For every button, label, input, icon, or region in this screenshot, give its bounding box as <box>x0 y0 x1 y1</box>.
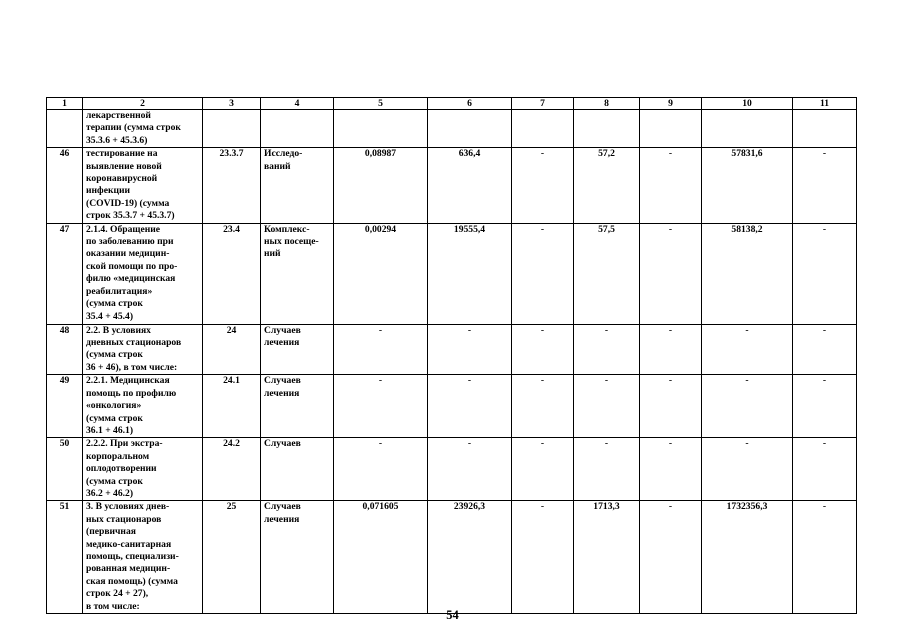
value-cell-8: 1713,3 <box>574 501 640 614</box>
row-unit-cell <box>261 438 334 501</box>
value-cell-7: - <box>512 324 574 375</box>
value-cell-11: - <box>793 375 857 438</box>
value-cell-5: 0,071605 <box>334 501 428 614</box>
row-name-cell <box>83 375 203 438</box>
table-row <box>47 223 857 324</box>
column-header: 1 <box>47 98 83 110</box>
value-cell-11: - <box>793 148 857 223</box>
table-row <box>47 148 857 223</box>
table-row <box>47 501 857 614</box>
value-cell-9: - <box>640 223 702 324</box>
value-cell-6: 636,4 <box>428 148 512 223</box>
data-table-container <box>46 97 857 614</box>
row-number-cell: 48 <box>47 324 83 375</box>
row-number-cell <box>47 110 83 148</box>
value-cell-10: 58138,2 <box>702 223 793 324</box>
value-cell-8: - <box>574 375 640 438</box>
data-table <box>46 97 857 614</box>
row-code-cell: 24.1 <box>203 375 261 438</box>
value-cell-9: - <box>640 324 702 375</box>
row-unit-cell <box>261 148 334 223</box>
value-cell-8: 57,5 <box>574 223 640 324</box>
row-unit-text: Случаев лечения <box>264 375 301 399</box>
row-name-cell <box>83 148 203 223</box>
column-header: 6 <box>428 98 512 110</box>
row-code-cell: 24.2 <box>203 438 261 501</box>
value-cell-9: - <box>640 148 702 223</box>
row-number-cell: 47 <box>47 223 83 324</box>
table-row <box>47 324 857 375</box>
table-header-row <box>47 98 857 110</box>
row-code-cell <box>203 110 261 148</box>
table-row <box>47 375 857 438</box>
column-header: 10 <box>702 98 793 110</box>
column-header: 5 <box>334 98 428 110</box>
value-cell-9: - <box>640 438 702 501</box>
value-cell-11: - <box>793 223 857 324</box>
value-cell-9: - <box>640 501 702 614</box>
value-cell-9: - <box>640 375 702 438</box>
value-cell-11: - <box>793 501 857 614</box>
value-cell-5 <box>334 110 428 148</box>
value-cell-6: - <box>428 324 512 375</box>
row-unit-text: Случаев <box>264 438 301 450</box>
value-cell-8: - <box>574 438 640 501</box>
value-cell-5: 0,00294 <box>334 223 428 324</box>
row-unit-text: Случаев лечения <box>264 324 301 349</box>
value-cell-10: - <box>702 375 793 438</box>
table-row <box>47 110 857 148</box>
value-cell-11: - <box>793 438 857 501</box>
value-cell-10: - <box>702 438 793 501</box>
row-unit-cell <box>261 375 334 438</box>
value-cell-7 <box>512 110 574 148</box>
row-unit-cell <box>261 324 334 375</box>
column-header: 3 <box>203 98 261 110</box>
column-header: 8 <box>574 98 640 110</box>
value-cell-5: 0,08987 <box>334 148 428 223</box>
value-cell-10: 57831,6 <box>702 148 793 223</box>
column-header: 2 <box>83 98 203 110</box>
value-cell-10: - <box>702 324 793 375</box>
row-number-cell: 49 <box>47 375 83 438</box>
row-name-cell <box>83 324 203 375</box>
value-cell-5: - <box>334 438 428 501</box>
row-name-text: 2.2.2. При экстра- корпоральном оплодотворении (сумма строк 36.2 + 46.2) <box>86 438 163 499</box>
value-cell-11 <box>793 110 857 148</box>
row-name-text: тестирование на выявление новой коронавирусной инфекции (COVID-19) (сумма строк 35.3.7 + 45.3.7) <box>86 148 175 222</box>
row-number-cell: 46 <box>47 148 83 223</box>
row-unit-text: Случаев лечения <box>264 501 301 525</box>
row-number-cell: 50 <box>47 438 83 501</box>
value-cell-6: - <box>428 438 512 501</box>
column-header: 11 <box>793 98 857 110</box>
row-code-cell: 23.3.7 <box>203 148 261 223</box>
row-name-text: 2.1.4. Обращение по заболеванию при оказании медицин- ской помощи по про- филю «медицинская реабилитация» (сумма строк 35.4 + 45.4) <box>86 223 178 322</box>
column-header: 9 <box>640 98 702 110</box>
value-cell-9 <box>640 110 702 148</box>
value-cell-10 <box>702 110 793 148</box>
value-cell-8 <box>574 110 640 148</box>
value-cell-6: 19555,4 <box>428 223 512 324</box>
value-cell-7: - <box>512 148 574 223</box>
value-cell-5: - <box>334 324 428 375</box>
value-cell-10: 1732356,3 <box>702 501 793 614</box>
value-cell-7: - <box>512 375 574 438</box>
row-unit-text: Исследо- ваний <box>264 148 303 172</box>
row-unit-cell <box>261 501 334 614</box>
value-cell-6: 23926,3 <box>428 501 512 614</box>
table-row <box>47 438 857 501</box>
row-code-cell: 25 <box>203 501 261 614</box>
row-name-cell <box>83 501 203 614</box>
value-cell-8: 57,2 <box>574 148 640 223</box>
row-name-text: 3. В условиях днев- ных стационаров (первичная медико-санитарная помощь, специализи- рованная медицин- ская помощь) (сумма строк 24 + 27), в том числе: <box>86 501 179 612</box>
row-name-cell <box>83 223 203 324</box>
value-cell-7: - <box>512 438 574 501</box>
row-unit-text: Комплекс- ных посеще- ний <box>264 223 319 260</box>
row-name-cell <box>83 110 203 148</box>
row-name-cell <box>83 438 203 501</box>
row-name-text: 2.2.1. Медицинская помощь по профилю «онкология» (сумма строк 36.1 + 46.1) <box>86 375 177 436</box>
value-cell-6 <box>428 110 512 148</box>
row-unit-cell <box>261 110 334 148</box>
row-code-cell: 23.4 <box>203 223 261 324</box>
row-number-cell: 51 <box>47 501 83 614</box>
value-cell-8: - <box>574 324 640 375</box>
row-unit-cell <box>261 223 334 324</box>
row-code-cell: 24 <box>203 324 261 375</box>
value-cell-6: - <box>428 375 512 438</box>
value-cell-11: - <box>793 324 857 375</box>
page-number: 54 <box>446 608 459 622</box>
column-header: 7 <box>512 98 574 110</box>
row-name-text: лекарственной терапии (сумма строк 35.3.6 + 45.3.6) <box>86 110 181 146</box>
value-cell-7: - <box>512 223 574 324</box>
row-name-text: 2.2. В условиях дневных стационаров (сумма строк 36 + 46), в том числе: <box>86 324 182 373</box>
value-cell-7: - <box>512 501 574 614</box>
column-header: 4 <box>261 98 334 110</box>
value-cell-5: - <box>334 375 428 438</box>
